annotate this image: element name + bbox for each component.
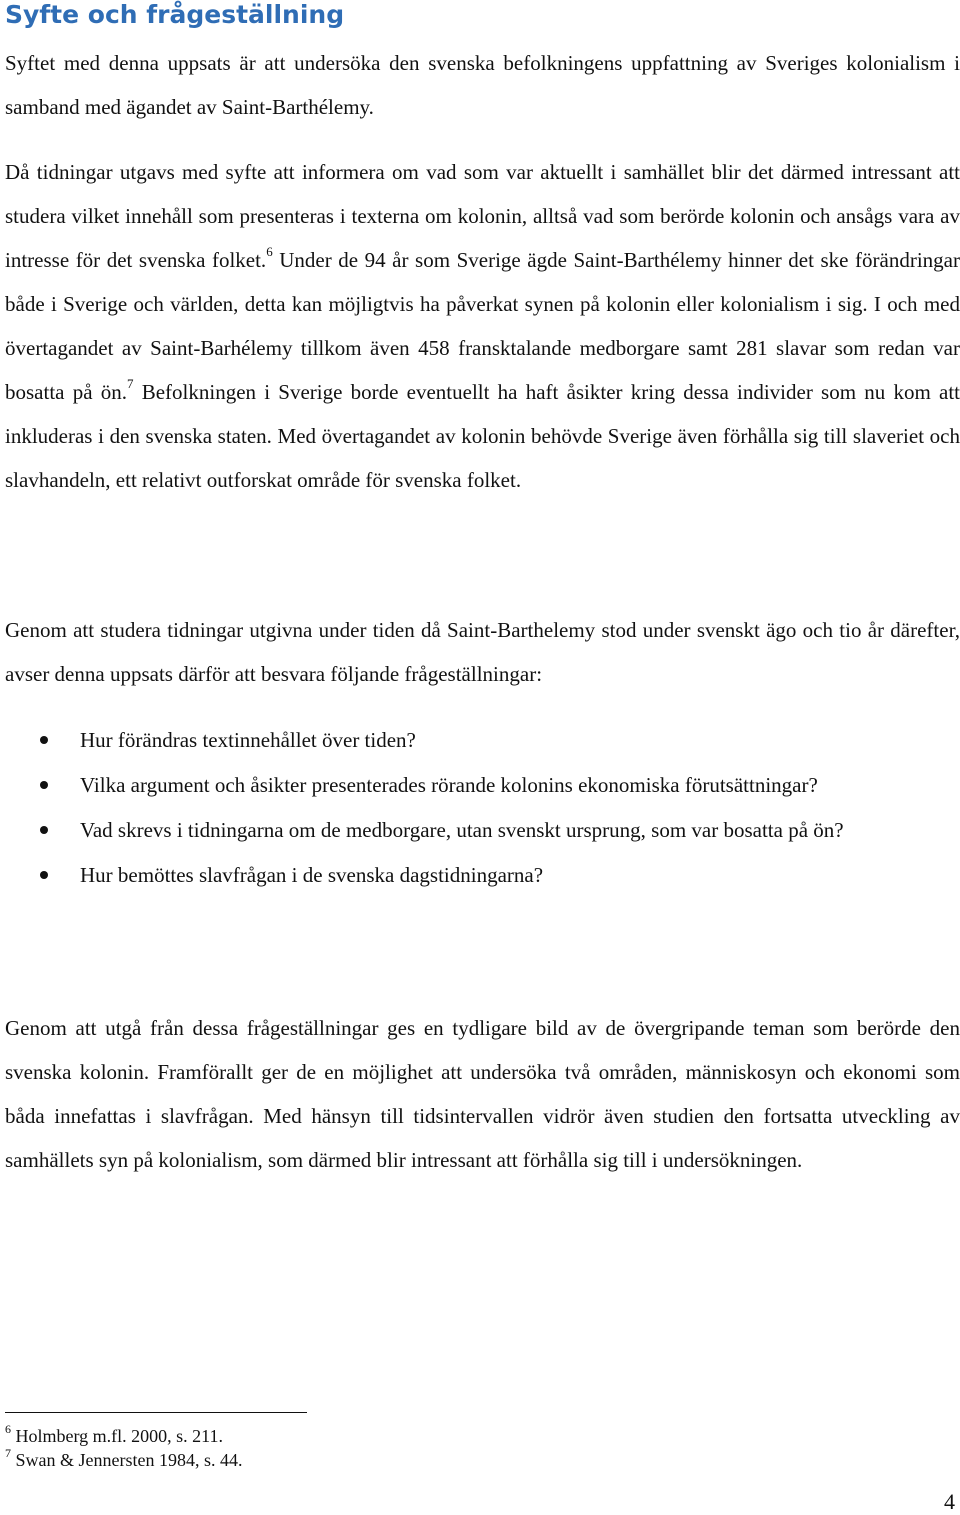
footnotes [5,1424,242,1472]
paragraph-newspapers-part-b: Under de 94 år som Sverige ägde Saint-Barthélemy hinner det ske förändringar både i Sverige och världen, detta kan möjligtvis ha påverkat synen på kolonin eller kolonialism i sig. I och med övertagandet av Saint-Barhélemy tillkom även 458 fransktalande medborgare samt 281 slavar som redan var bosatta på ön. [5,248,960,404]
bullet-icon [40,826,48,834]
paragraph-newspapers-part-a: Då tidningar utgavs med syfte att informera om vad som var aktuellt i samhället blir det därmed intressant att studera vilket innehåll som presenteras i texterna om kolonin, alltså vad som berörde kolonin och ansågs vara av intresse för det svenska folket. [5,160,960,272]
footnote-item [5,1424,242,1448]
footnote-text: Holmberg m.fl. 2000, s. 211. [15,1426,223,1446]
bullet-icon [40,736,48,744]
footnote-ref-6[interactable]: 6 [266,244,273,259]
footnote-number: 6 [5,1422,11,1436]
footnote-text: Swan & Jennersten 1984, s. 44. [15,1450,243,1470]
footnote-item [5,1448,242,1472]
question-text: Vilka argument och åsikter presenterades rörande kolonins ekonomiska förutsättningar? [80,773,818,797]
research-questions-list [0,718,960,898]
paragraph-newspapers-part-c: Befolkningen i Sverige borde eventuellt ha haft åsikter kring dessa individer som nu kom att inkluderas i den svenska staten. Med övertagandet av kolonin behövde Sverige även förhålla sig till slaveriet och slavhandeln, ett relativt outforskat område för svenska folket. [5,380,960,492]
list-item [0,853,960,897]
question-text: Hur bemöttes slavfrågan i de svenska dagstidningarna? [80,863,544,887]
paragraph-conclusion: Genom att utgå från dessa frågeställningar ges en tydligare bild av de övergripande teman som berörde den svenska kolonin. Framförallt ger de en möjlighet att undersöka två områden, människosyn och ekonomi som båda innefattas i slavfrågan. Med hänsyn till tidsintervallen vidrör även studien den fortsatta utveckling av samhällets syn på kolonialism, som därmed blir intressant att förhålla sig till i undersökningen. [5,1016,960,1172]
paragraph-purpose: Syftet med denna uppsats är att undersöka den svenska befolkningens uppfattning av Sveriges kolonialism i samband med ägandet av Saint-Barthélemy. [5,51,960,119]
bullet-icon [40,781,48,789]
page-number: 4 [944,1489,955,1514]
list-item [0,808,960,852]
footnote-number: 7 [5,1446,11,1460]
list-item [0,763,960,807]
list-item [0,718,960,762]
section-heading: Syfte och frågeställning [5,0,345,29]
bullet-icon [40,871,48,879]
question-text: Vad skrevs i tidningarna om de medborgare, utan svenskt ursprung, som var bosatta på ön? [80,818,844,842]
paragraph-newspapers [5,150,960,502]
paragraph-research-intro: Genom att studera tidningar utgivna under tiden då Saint-Barthelemy stod under svenskt ägo och tio år därefter, avser denna uppsats därför att besvara följande frågeställningar: [5,618,960,686]
footnote-ref-7[interactable]: 7 [126,376,134,391]
question-text: Hur förändras textinnehållet över tiden? [80,728,416,752]
footnote-divider [5,1412,307,1413]
